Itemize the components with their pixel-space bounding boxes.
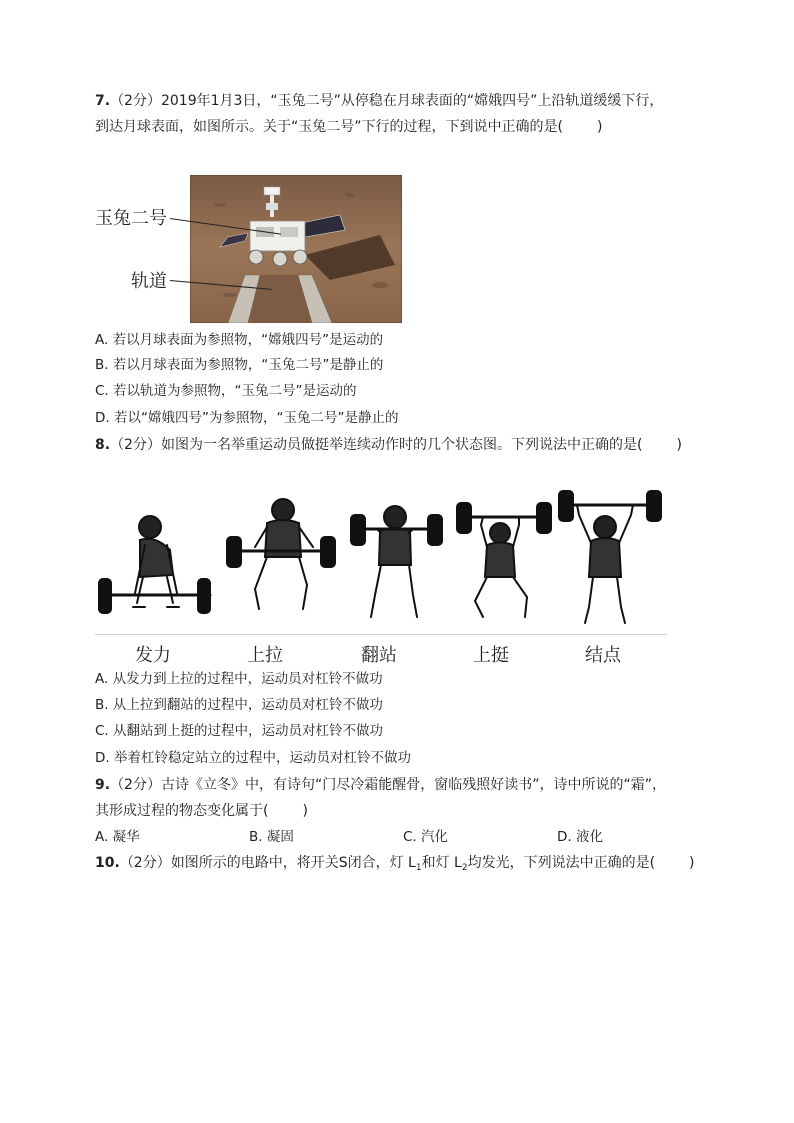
q7-number: 7. bbox=[95, 93, 111, 109]
q10-close-paren: ) bbox=[689, 855, 695, 871]
q8-option-a[interactable]: A. 从发力到上拉的过程中，运动员对杠铃不做功 bbox=[95, 671, 383, 687]
q7-option-c[interactable]: C. 若以轨道为参照物，“玉兔二号”是运动的 bbox=[95, 383, 357, 399]
q8-option-b[interactable]: B. 从上拉到翻站的过程中，运动员对杠铃不做功 bbox=[95, 697, 383, 713]
q9-option-a[interactable]: A. 凝华 bbox=[95, 829, 140, 845]
moon-rover-photo bbox=[190, 175, 402, 323]
pose-drive bbox=[99, 516, 210, 613]
q8-figure bbox=[95, 485, 667, 665]
q7-stem-part2: 到达月球表面，如图所示。关于“玉兔二号”下行的过程，下到说中正确的是( bbox=[95, 119, 563, 135]
weightlifter-sequence bbox=[95, 485, 667, 635]
q8-stem: （2分）如图为一名举重运动员做挺举连续动作时的几个状态图。下列说法中正确的是( bbox=[110, 437, 643, 453]
pose-clean bbox=[351, 506, 442, 617]
q9-stem-part1: （2分）古诗《立冬》中，有诗句“门尽冷霜能醒骨，窗临残照好读书”，诗中所说的“霜”， bbox=[110, 777, 666, 793]
q10-stem-a: （2分）如图所示的电路中，将开关S闭合，灯 L bbox=[119, 855, 416, 871]
label-drive: 发力 bbox=[135, 645, 171, 666]
q10-sub1: 1 bbox=[415, 863, 422, 873]
q8-number: 8. bbox=[95, 437, 111, 453]
q9-close-paren: ) bbox=[302, 803, 308, 819]
q10-line1 bbox=[95, 854, 695, 877]
q10-stem-b: 和灯 L bbox=[421, 855, 462, 871]
q9-number: 9. bbox=[95, 777, 111, 793]
q9-stem-part2: 其形成过程的物态变化属于( bbox=[95, 803, 269, 819]
pose-lockout bbox=[559, 491, 661, 623]
q10-sub2: 2 bbox=[461, 863, 468, 873]
q7-figure bbox=[93, 174, 405, 324]
q8-close-paren: ) bbox=[676, 437, 682, 453]
q7-line1 bbox=[95, 92, 663, 110]
q7-stem-part1: （2分）2019年1月3日，“玉兔二号”从停稳在月球表面的“嫦娥四号”上沿轨道缓缓下行， bbox=[110, 93, 664, 109]
q10-stem-c: 均发光，下列说法中正确的是( bbox=[467, 855, 656, 871]
q10-number: 10. bbox=[95, 855, 120, 871]
track-label: 轨道 bbox=[131, 271, 167, 292]
label-jerk: 上挺 bbox=[473, 645, 509, 666]
q7-option-b[interactable]: B. 若以月球表面为参照物，“玉兔二号”是静止的 bbox=[95, 357, 384, 373]
pose-pull bbox=[227, 499, 335, 609]
label-lockout: 结点 bbox=[585, 645, 621, 666]
q8-option-c[interactable]: C. 从翻站到上挺的过程中，运动员对杠铃不做功 bbox=[95, 723, 384, 739]
pose-jerk bbox=[457, 503, 551, 617]
q7-line2 bbox=[95, 118, 602, 136]
q7-option-d[interactable]: D. 若以“嫦娥四号”为参照物，“玉兔二号”是静止的 bbox=[95, 410, 399, 426]
q7-close-paren: ) bbox=[596, 119, 603, 135]
q9-option-d[interactable]: D. 液化 bbox=[557, 829, 603, 845]
label-clean: 翻站 bbox=[361, 645, 397, 666]
q8-option-d[interactable]: D. 举着杠铃稳定站立的过程中，运动员对杠铃不做功 bbox=[95, 750, 411, 766]
q8-line1 bbox=[95, 436, 682, 454]
q9-option-b[interactable]: B. 凝固 bbox=[249, 829, 294, 845]
q9-option-c[interactable]: C. 汽化 bbox=[403, 829, 449, 845]
q7-option-a[interactable]: A. 若以月球表面为参照物，“嫦娥四号”是运动的 bbox=[95, 332, 384, 348]
q9-line2 bbox=[95, 802, 308, 820]
rover-label: 玉兔二号 bbox=[95, 208, 167, 229]
q9-line1 bbox=[95, 776, 666, 794]
label-pull: 上拉 bbox=[247, 645, 283, 666]
